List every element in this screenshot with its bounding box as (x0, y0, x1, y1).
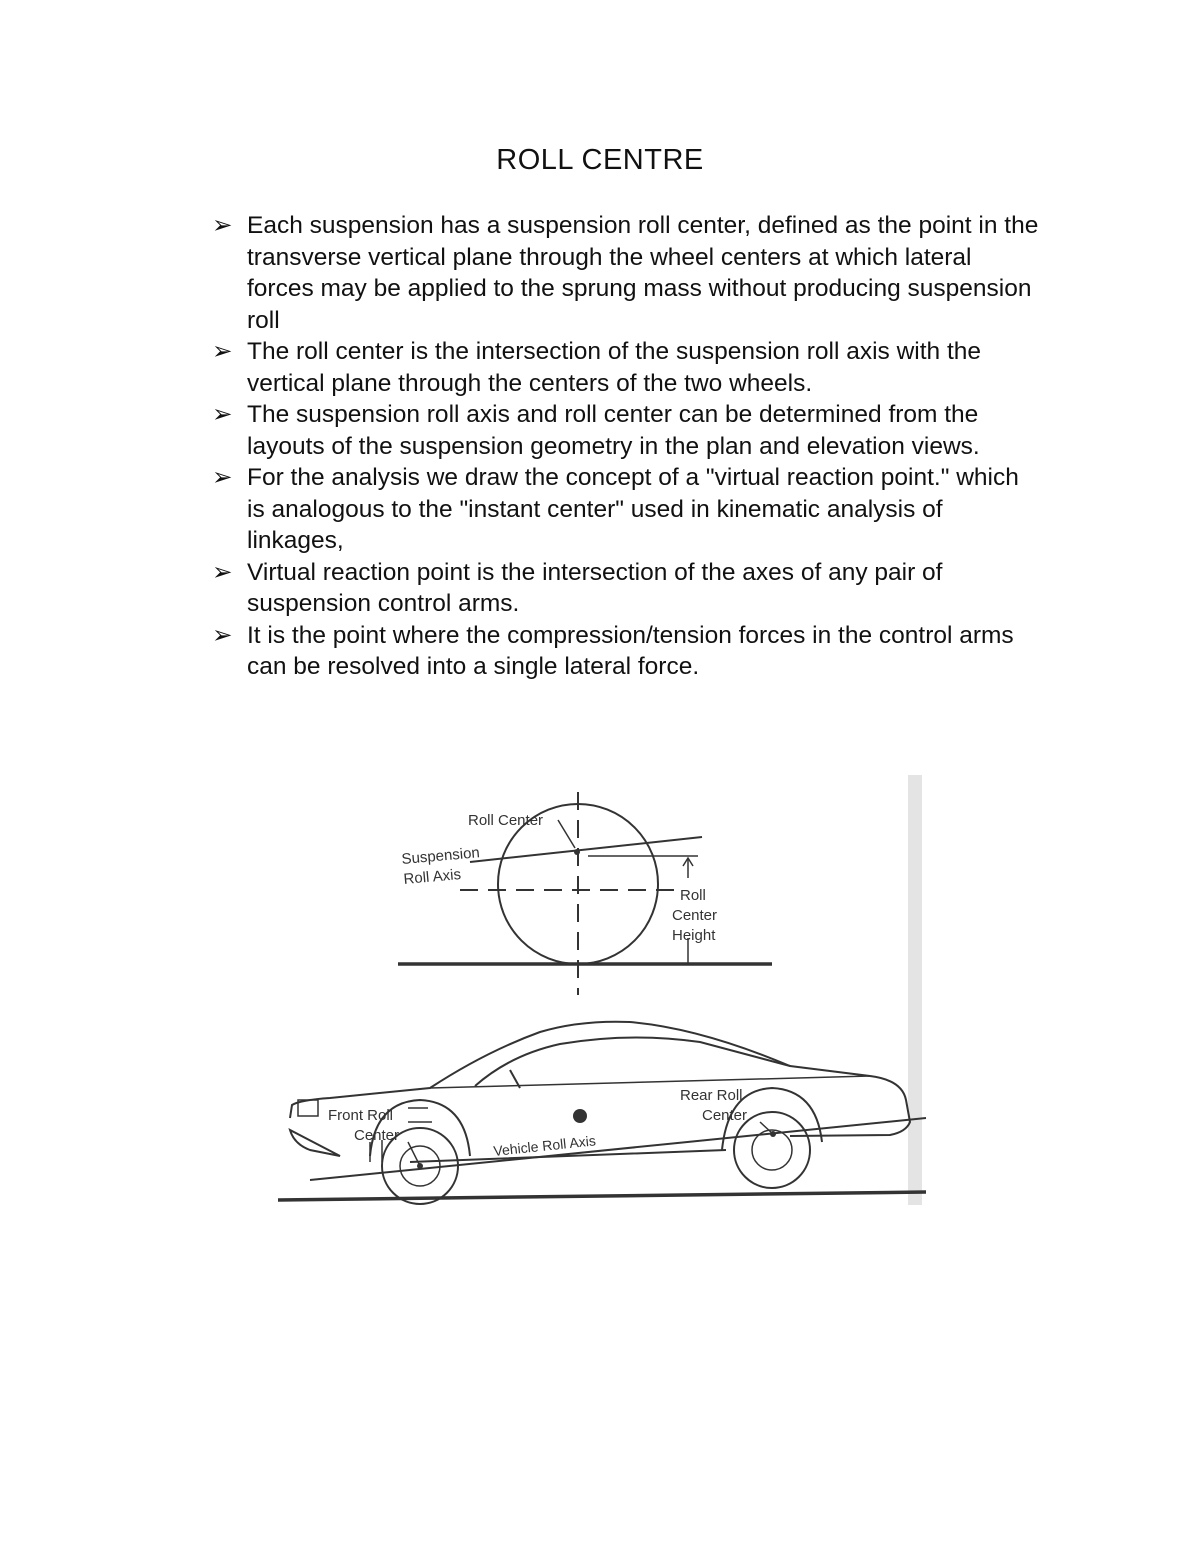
arrow-bullet-icon: ➢ (212, 401, 233, 428)
center-label: Center (672, 907, 718, 924)
bullet-list (212, 210, 1042, 683)
arrow-bullet-icon: ➢ (212, 338, 233, 365)
roll-centre-figure (270, 770, 950, 1220)
car-window-line (475, 1037, 790, 1086)
front-roll-label: Front Roll (328, 1107, 394, 1124)
bullet-text: It is the point where the compression/tension forces in the control arms can be resolved into a single lateral force. (247, 621, 1014, 680)
list-item (212, 336, 1042, 399)
front-roll-center-point (417, 1163, 423, 1169)
arrow-bullet-icon: ➢ (212, 558, 233, 586)
vehicle-roll-axis-line (310, 1118, 926, 1180)
rear-roll-center-point (770, 1131, 776, 1137)
center-of-gravity-icon (573, 1109, 587, 1123)
bullet-text: The roll center is the intersection of the suspension roll axis with the vertical plane through the centers of the two wheels. (247, 338, 982, 397)
arrow-bullet-icon: ➢ (212, 464, 233, 491)
scan-edge-strip (908, 775, 922, 1205)
roll-center-point (574, 849, 580, 855)
list-item (212, 462, 1042, 557)
list-item (212, 620, 1042, 683)
list-item (212, 557, 1042, 620)
roll-center-label: Roll Center (468, 812, 544, 829)
front-center-label: Center (354, 1127, 400, 1144)
bullet-text: For the analysis we draw the concept of a "virtual reaction point." which is analogous to the "instant center" used in kinematic analysis of linkages, (247, 464, 1019, 554)
suspension-label: Suspension (400, 844, 481, 868)
rear-center-label: Center (702, 1107, 748, 1124)
page-title: ROLL CENTRE (496, 144, 704, 176)
list-item (212, 210, 1042, 336)
list-item (212, 399, 1042, 462)
rear-roll-label: Rear Roll (680, 1087, 743, 1104)
bullet-text: Each suspension has a suspension roll center, defined as the point in the transverse vertical plane through the wheel centers at which lateral forces may be applied to the sprung mass without producing suspension roll (247, 212, 1039, 334)
arrow-bullet-icon: ➢ (212, 212, 233, 239)
road-line (278, 1192, 926, 1200)
arrow-bullet-icon: ➢ (212, 621, 233, 649)
roll-axis-label: Roll Axis (402, 866, 462, 888)
roll-label: Roll (680, 887, 706, 904)
vehicle-roll-axis-label: Vehicle Roll Axis (492, 1132, 597, 1159)
roll-center-leader (558, 820, 575, 848)
height-label: Height (672, 927, 716, 944)
bullet-text: The suspension roll axis and roll center can be determined from the layouts of the suspension geometry in the plan and elevation views. (247, 401, 980, 460)
wheel-diagram (398, 792, 772, 995)
car-belt-line (430, 1076, 870, 1088)
bullet-text: Virtual reaction point is the intersection of the axes of any pair of suspension control arms. (247, 558, 943, 617)
